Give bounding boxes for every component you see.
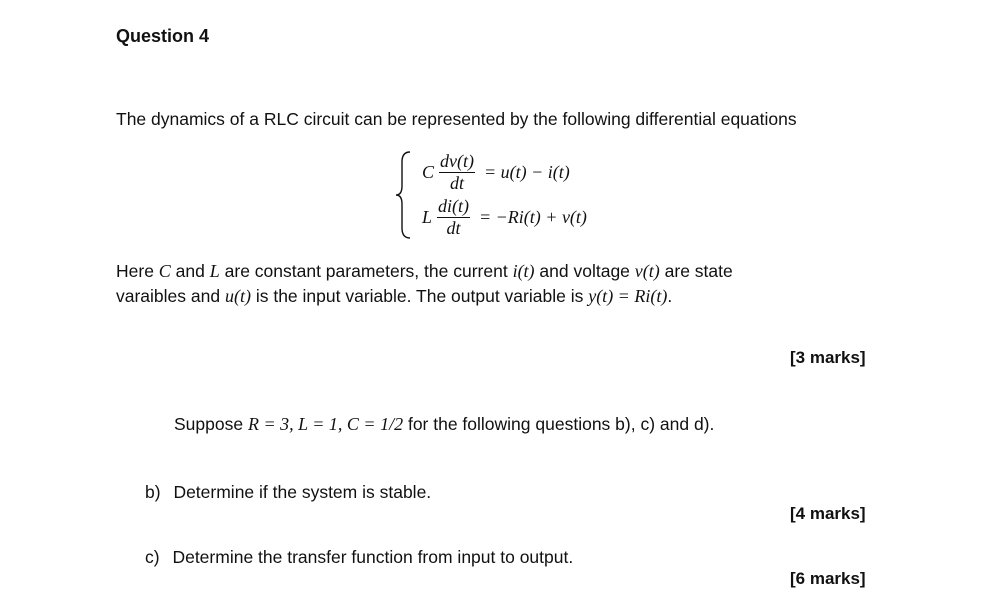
part-a-marks: [3 marks]: [790, 348, 866, 367]
desc-text: are constant parameters, the current: [219, 261, 513, 281]
equation-fraction: [437, 197, 470, 238]
part-c-text: Determine the transfer function from input to output.: [172, 547, 574, 567]
math-symbol: L: [209, 261, 220, 281]
math-symbol: v(t): [634, 261, 660, 281]
equation-system: [394, 150, 624, 240]
desc-text: and: [170, 261, 210, 281]
description-line-2: [116, 286, 672, 307]
desc-text: varaibles and: [116, 286, 225, 306]
desc-text: .: [667, 286, 673, 306]
part-b-label: b): [145, 482, 161, 502]
description-line-1: [116, 261, 733, 282]
fraction-denominator: dt: [446, 217, 461, 238]
math-symbol: u(t): [224, 286, 251, 306]
math-symbol: y(t) = Ri(t): [588, 286, 668, 306]
equation-rhs: = −Ri(t) + v(t): [479, 206, 587, 227]
equation-coef: C: [422, 161, 435, 182]
equation-row-1: [422, 152, 570, 193]
math-symbol: R = 3, L = 1, C = 1/2: [247, 414, 404, 434]
math-symbol: C: [158, 261, 171, 281]
desc-text: and voltage: [534, 261, 635, 281]
suppose-line: [174, 414, 714, 435]
desc-text: are state: [659, 261, 733, 281]
suppose-text: for the following questions b), c) and d).: [403, 414, 715, 434]
equation-fraction: [439, 152, 475, 193]
part-c-question: [145, 547, 573, 568]
desc-text: is the input variable. The output variable is: [250, 286, 589, 306]
suppose-text: Suppose: [174, 414, 248, 434]
math-symbol: i(t): [512, 261, 535, 281]
fraction-numerator: di(t): [438, 196, 470, 216]
part-b-text: Determine if the system is stable.: [173, 482, 432, 502]
part-b-question: [145, 482, 431, 503]
equation-coef: L: [422, 206, 433, 227]
question-heading: Question 4: [116, 26, 210, 46]
intro-text: The dynamics of a RLC circuit can be represented by the following differential equations: [116, 109, 797, 129]
part-c-label: c): [145, 547, 160, 567]
part-c-marks: [6 marks]: [790, 569, 866, 588]
part-b-marks: [4 marks]: [790, 504, 866, 523]
fraction-numerator: dv(t): [440, 151, 474, 171]
equation-rhs: = u(t) − i(t): [484, 161, 570, 182]
equation-row-2: [422, 197, 587, 238]
desc-text: Here: [116, 261, 159, 281]
left-brace-icon: [394, 150, 414, 240]
fraction-denominator: dt: [450, 172, 465, 193]
